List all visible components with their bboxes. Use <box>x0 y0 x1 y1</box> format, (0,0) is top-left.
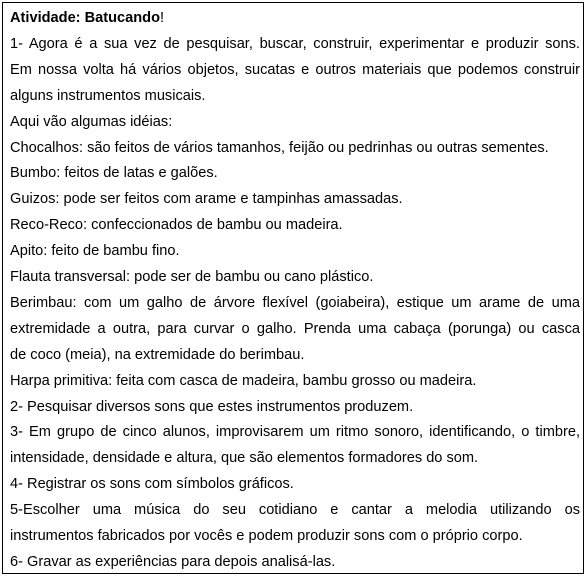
text-line: Chocalhos: são feitos de vários tamanhos, feijão ou pedrinhas ou outras sementes. <box>10 139 549 156</box>
text-line: 2- Pesquisar diversos sons que estes instrumentos produzem. <box>10 398 414 415</box>
activity-title <box>10 6 580 32</box>
text-line: alguns instrumentos musicais. <box>10 87 206 104</box>
text-line: de coco (meia), na extremidade do berimbau. <box>10 346 305 363</box>
text-line: Apito: feito de bambu fino. <box>10 243 180 260</box>
text-line: 1- Agora é a sua vez de pesquisar, buscar, construir, experimentar e produzir sons. <box>10 35 580 52</box>
text-line: 4- Registrar os sons com símbolos gráficos. <box>10 476 294 493</box>
title-mark: ! <box>160 10 165 26</box>
text-line: extremidade a outra, para curvar o galho. Prenda uma cabaça (porunga) ou casca <box>10 320 580 337</box>
text-line: Berimbau: com um galho de árvore flexível (goiabeira), estique um arame de uma <box>10 294 580 311</box>
text-line: Aqui vão algumas idéias: <box>10 113 173 130</box>
text-line: Reco-Reco: confeccionados de bambu ou madeira. <box>10 217 343 234</box>
activity-content <box>10 6 580 576</box>
title-label: Atividade: Batucando <box>10 10 161 26</box>
text-line: instrumentos fabricados por vocês e podem produzir sons com o próprio corpo. <box>10 528 523 545</box>
text-line: Em nossa volta há vários objetos, sucatas e outros materiais que podemos construir <box>10 61 580 78</box>
text-line: 3- Em grupo de cinco alunos, improvisarem um ritmo sonoro, identificando, o timbre, <box>10 424 580 441</box>
text-line: Bumbo: feitos de latas e galões. <box>10 165 218 182</box>
activity-box <box>2 2 584 574</box>
text-line: 5-Escolher uma música do seu cotidiano e cantar a melodia utilizando os <box>10 502 580 519</box>
text-line: Flauta transversal: pode ser de bambu ou cano plástico. <box>10 269 374 286</box>
text-line: Harpa primitiva: feita com casca de madeira, bambu grosso ou madeira. <box>10 372 477 389</box>
text-line: 6- Gravar as experiências para depois analisá-las. <box>10 553 336 570</box>
text-line: intensidade, densidade e altura, que são elementos formadores do som. <box>10 450 479 467</box>
text-line: Guizos: pode ser feitos com arame e tampinhas amassadas. <box>10 191 403 208</box>
